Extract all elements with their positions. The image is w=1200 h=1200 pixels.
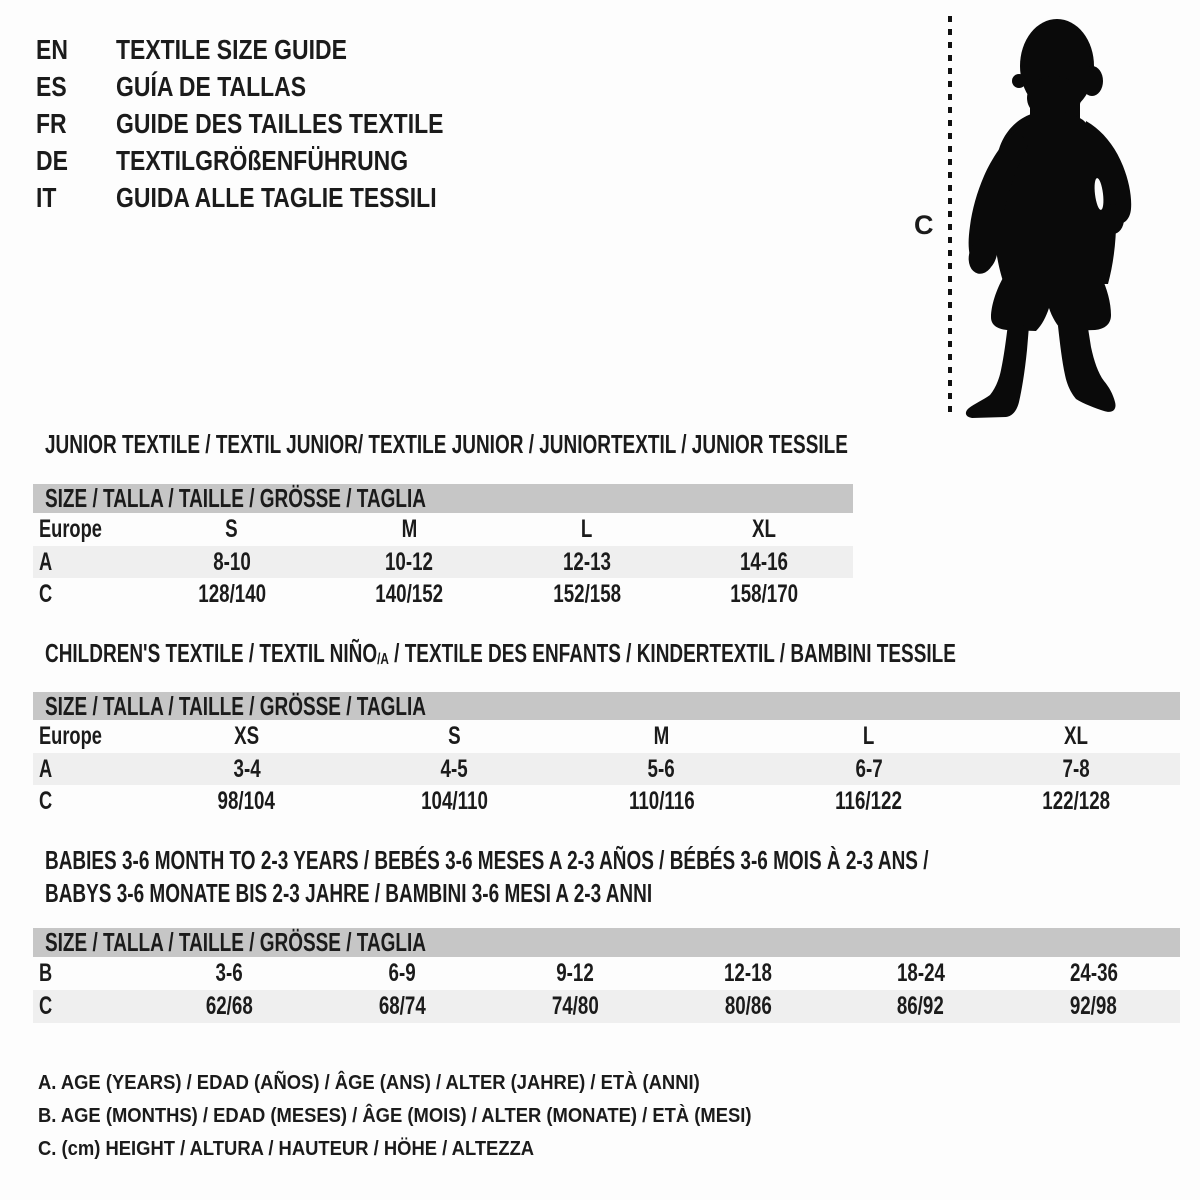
height-measure-line: [945, 16, 955, 418]
babies-row-months: [33, 957, 1180, 990]
language-code: DE: [36, 145, 68, 176]
babies-size-header: SIZE / TALLA / TAILLE / GRÖSSE / TAGLIA: [33, 928, 1180, 957]
row-label: B: [39, 959, 53, 987]
height-value: 68/74: [378, 992, 426, 1020]
age-months-value: 12-18: [723, 959, 772, 987]
age-months-value: 6-9: [388, 959, 416, 987]
height-value: 128/140: [197, 580, 266, 608]
children-row-height: [33, 785, 1180, 818]
height-value: 74/80: [551, 992, 599, 1020]
language-row-it: [36, 183, 736, 213]
age-months-value: 9-12: [556, 959, 594, 987]
babies-row-height: [33, 990, 1180, 1023]
height-measure-label: C: [914, 210, 934, 240]
height-value: 116/122: [835, 787, 903, 815]
row-label: C: [39, 992, 53, 1020]
legend-line-age-years: A. AGE (YEARS) / EDAD (AÑOS) / ÂGE (ANS) / ALTER (JAHRE) / ETÀ (ANNI): [38, 1072, 700, 1094]
guide-title-de: TEXTILGRÖßENFÜHRUNG: [116, 145, 409, 176]
row-label: A: [39, 754, 53, 783]
row-label: Europe: [39, 515, 102, 543]
age-value: 4-5: [440, 754, 468, 783]
children-section-title: CHILDREN'S TEXTILE / TEXTIL NIÑO/A / TEXTILE DES ENFANTS / KINDERTEXTIL / BAMBINI TESSILE: [45, 638, 956, 669]
children-row-age: [33, 753, 1180, 785]
guide-title-fr: GUIDE DES TAILLES TEXTILE: [116, 108, 444, 139]
size-value: XS: [234, 722, 260, 750]
age-months-value: 24-36: [1069, 959, 1118, 987]
size-value: XL: [1064, 722, 1089, 750]
guide-title-it: GUIDA ALLE TAGLIE TESSILI: [116, 182, 437, 213]
size-value: L: [863, 722, 875, 750]
age-value: 3-4: [233, 754, 261, 783]
language-row-fr: [36, 109, 736, 139]
age-months-value: 18-24: [896, 959, 945, 987]
age-value: 7-8: [1062, 754, 1090, 783]
guide-title-en: TEXTILE SIZE GUIDE: [116, 34, 347, 65]
language-code: FR: [36, 108, 67, 139]
height-value: 92/98: [1070, 992, 1118, 1020]
age-value: 10-12: [385, 547, 434, 576]
height-value: 86/92: [897, 992, 945, 1020]
babies-section-title-line2: BABYS 3-6 MONATE BIS 2-3 JAHRE / BAMBINI 3-6 MESI A 2-3 ANNI: [45, 878, 653, 908]
height-value: 98/104: [218, 787, 276, 815]
language-row-es: [36, 72, 736, 102]
height-value: 122/128: [1042, 787, 1111, 815]
children-size-header: SIZE / TALLA / TAILLE / GRÖSSE / TAGLIA: [33, 692, 1180, 720]
size-value: L: [581, 515, 593, 543]
age-value: 12-13: [562, 547, 611, 576]
row-label: C: [39, 787, 53, 815]
size-value: S: [225, 515, 239, 543]
size-value: M: [653, 722, 670, 750]
row-label: A: [39, 547, 53, 576]
junior-row-height: [33, 578, 853, 611]
row-label: Europe: [39, 722, 102, 750]
junior-row-age: [33, 546, 853, 578]
age-value: 14-16: [740, 547, 789, 576]
junior-size-header: SIZE / TALLA / TAILLE / GRÖSSE / TAGLIA: [33, 484, 853, 513]
size-value: XL: [752, 515, 777, 543]
height-value: 80/86: [724, 992, 772, 1020]
age-value: 5-6: [647, 754, 676, 783]
children-row-europe: [33, 720, 1180, 753]
language-code: EN: [36, 34, 68, 65]
height-value: 62/68: [205, 992, 253, 1020]
language-code: ES: [36, 71, 67, 102]
language-row-de: [36, 146, 736, 176]
row-label: C: [39, 580, 53, 608]
size-value: S: [447, 722, 461, 750]
nino-a-subscript: /A: [377, 650, 389, 669]
age-value: 6-7: [855, 754, 883, 783]
toddler-silhouette-icon: [962, 18, 1142, 418]
junior-section-title: JUNIOR TEXTILE / TEXTIL JUNIOR/ TEXTILE JUNIOR / JUNIORTEXTIL / JUNIOR TESSILE: [45, 429, 848, 459]
height-value: 104/110: [420, 787, 488, 815]
height-value: 158/170: [730, 580, 799, 608]
height-value: 140/152: [375, 580, 444, 608]
legend-line-age-months: B. AGE (MONTHS) / EDAD (MESES) / ÂGE (MOIS) / ALTER (MONATE) / ETÀ (MESI): [38, 1105, 752, 1127]
language-row-en: [36, 35, 736, 65]
legend-line-height: C. (cm) HEIGHT / ALTURA / HAUTEUR / HÖHE / ALTEZZA: [38, 1138, 535, 1160]
size-value: M: [401, 515, 418, 543]
age-months-value: 3-6: [215, 959, 243, 987]
age-value: 8-10: [212, 547, 251, 576]
language-code: IT: [36, 182, 57, 213]
height-value: 110/116: [628, 787, 695, 815]
babies-section-title-line1: BABIES 3-6 MONTH TO 2-3 YEARS / BEBÉS 3-6 MESES A 2-3 AÑOS / BÉBÉS 3-6 MOIS À 2-3 ANS /: [45, 845, 929, 875]
height-value: 152/158: [552, 580, 621, 608]
guide-title-es: GUÍA DE TALLAS: [116, 71, 307, 102]
junior-row-europe: [33, 513, 853, 546]
